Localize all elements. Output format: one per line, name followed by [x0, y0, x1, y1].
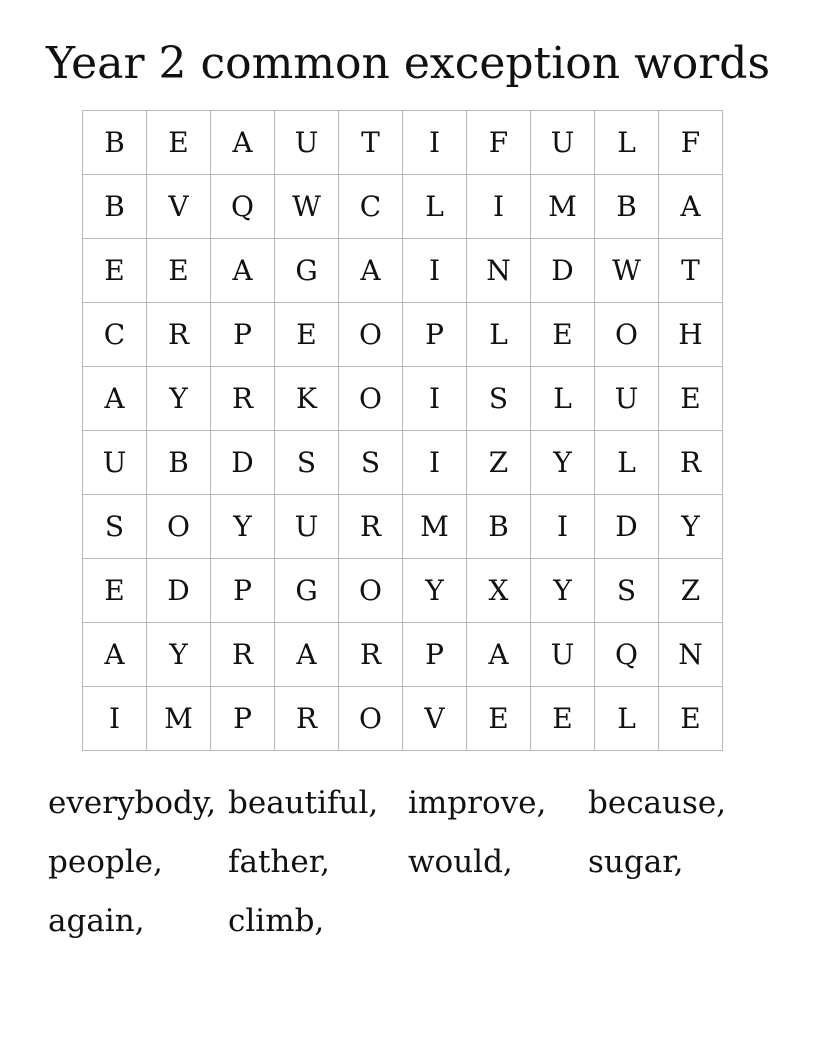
grid-cell: Z	[467, 431, 531, 495]
grid-cell: D	[147, 559, 211, 623]
grid-cell: E	[659, 367, 723, 431]
grid-cell: L	[467, 303, 531, 367]
grid-cell: G	[275, 239, 339, 303]
grid-cell: E	[275, 303, 339, 367]
grid-cell: E	[147, 239, 211, 303]
grid-cell: B	[467, 495, 531, 559]
grid-cell: A	[83, 623, 147, 687]
grid-cell: E	[531, 687, 595, 751]
grid-cell: A	[211, 239, 275, 303]
grid-cell: M	[531, 175, 595, 239]
grid-cell: Y	[403, 559, 467, 623]
grid-cell: A	[339, 239, 403, 303]
word-list-item: would,	[408, 844, 513, 880]
grid-cell: A	[659, 175, 723, 239]
grid-cell: R	[211, 367, 275, 431]
grid-cell: P	[403, 623, 467, 687]
grid-cell: I	[531, 495, 595, 559]
grid-cell: Z	[659, 559, 723, 623]
grid-cell: L	[595, 687, 659, 751]
grid-cell: E	[83, 239, 147, 303]
grid-cell: E	[83, 559, 147, 623]
grid-cell: S	[83, 495, 147, 559]
grid-cell: D	[595, 495, 659, 559]
word-list-item: beautiful,	[228, 785, 379, 821]
grid-cell: L	[531, 367, 595, 431]
grid-cell: P	[211, 687, 275, 751]
grid-cell: O	[147, 495, 211, 559]
grid-cell: O	[339, 303, 403, 367]
grid-cell: O	[339, 559, 403, 623]
grid-cell: S	[467, 367, 531, 431]
grid-cell: A	[211, 111, 275, 175]
word-list-item: sugar,	[588, 844, 684, 880]
grid-cell: S	[339, 431, 403, 495]
grid-cell: B	[595, 175, 659, 239]
grid-row	[83, 303, 723, 367]
grid-cell: M	[147, 687, 211, 751]
grid-cell: N	[659, 623, 723, 687]
grid-cell: X	[467, 559, 531, 623]
grid-cell: B	[83, 175, 147, 239]
grid-cell: Y	[531, 559, 595, 623]
grid-cell: I	[403, 111, 467, 175]
grid-cell: E	[531, 303, 595, 367]
grid-cell: G	[275, 559, 339, 623]
grid-cell: A	[275, 623, 339, 687]
grid-cell: C	[339, 175, 403, 239]
grid-cell: E	[659, 687, 723, 751]
grid-cell: R	[275, 687, 339, 751]
grid-cell: E	[467, 687, 531, 751]
word-search-grid	[82, 110, 723, 751]
word-list	[48, 778, 768, 955]
word-list-item: climb,	[228, 903, 325, 939]
grid-row	[83, 175, 723, 239]
grid-cell: V	[147, 175, 211, 239]
grid-cell: D	[531, 239, 595, 303]
grid-row	[83, 239, 723, 303]
grid-cell: Y	[211, 495, 275, 559]
grid-cell: T	[659, 239, 723, 303]
grid-cell: B	[147, 431, 211, 495]
grid-cell: I	[403, 431, 467, 495]
grid-cell: U	[595, 367, 659, 431]
grid-cell: R	[211, 623, 275, 687]
grid-cell: T	[339, 111, 403, 175]
word-list-item: everybody,	[48, 785, 217, 821]
grid-cell: F	[467, 111, 531, 175]
grid-cell: L	[595, 431, 659, 495]
grid-cell: S	[595, 559, 659, 623]
word-list-item: again,	[48, 903, 145, 939]
grid-cell: P	[211, 303, 275, 367]
grid-cell: U	[83, 431, 147, 495]
grid-cell: O	[339, 687, 403, 751]
grid-cell: N	[467, 239, 531, 303]
grid-cell: V	[403, 687, 467, 751]
grid-row	[83, 367, 723, 431]
grid-cell: Q	[595, 623, 659, 687]
grid-cell: W	[595, 239, 659, 303]
grid-cell: L	[595, 111, 659, 175]
grid-cell: I	[467, 175, 531, 239]
grid-cell: A	[83, 367, 147, 431]
grid-cell: O	[595, 303, 659, 367]
grid-cell: P	[211, 559, 275, 623]
grid-cell: C	[83, 303, 147, 367]
grid-cell: I	[403, 239, 467, 303]
grid-row	[83, 111, 723, 175]
grid-cell: O	[339, 367, 403, 431]
grid-cell: R	[147, 303, 211, 367]
grid-row	[83, 495, 723, 559]
grid-cell: F	[659, 111, 723, 175]
grid-cell: U	[275, 495, 339, 559]
grid-cell: Q	[211, 175, 275, 239]
grid-cell: Y	[531, 431, 595, 495]
grid-cell: R	[339, 623, 403, 687]
grid-row	[83, 687, 723, 751]
grid-cell: Y	[147, 367, 211, 431]
grid-cell: I	[403, 367, 467, 431]
grid-cell: K	[275, 367, 339, 431]
grid-row	[83, 623, 723, 687]
grid-cell: R	[659, 431, 723, 495]
grid-cell: U	[531, 623, 595, 687]
grid-cell: M	[403, 495, 467, 559]
page-title: Year 2 common exception words	[45, 38, 771, 89]
word-list-item: father,	[228, 844, 330, 880]
grid-cell: B	[83, 111, 147, 175]
grid-cell: Y	[147, 623, 211, 687]
grid-cell: P	[403, 303, 467, 367]
grid-cell: W	[275, 175, 339, 239]
grid-row	[83, 559, 723, 623]
grid-cell: H	[659, 303, 723, 367]
grid-cell: U	[275, 111, 339, 175]
grid-cell: U	[531, 111, 595, 175]
grid-cell: E	[147, 111, 211, 175]
grid-cell: A	[467, 623, 531, 687]
grid-cell: Y	[659, 495, 723, 559]
word-list-item: people,	[48, 844, 163, 880]
word-list-item: improve,	[408, 785, 547, 821]
grid-cell: S	[275, 431, 339, 495]
grid-cell: R	[339, 495, 403, 559]
grid-cell: L	[403, 175, 467, 239]
grid-row	[83, 431, 723, 495]
grid-cell: D	[211, 431, 275, 495]
grid-cell: I	[83, 687, 147, 751]
word-list-item: because,	[588, 785, 727, 821]
